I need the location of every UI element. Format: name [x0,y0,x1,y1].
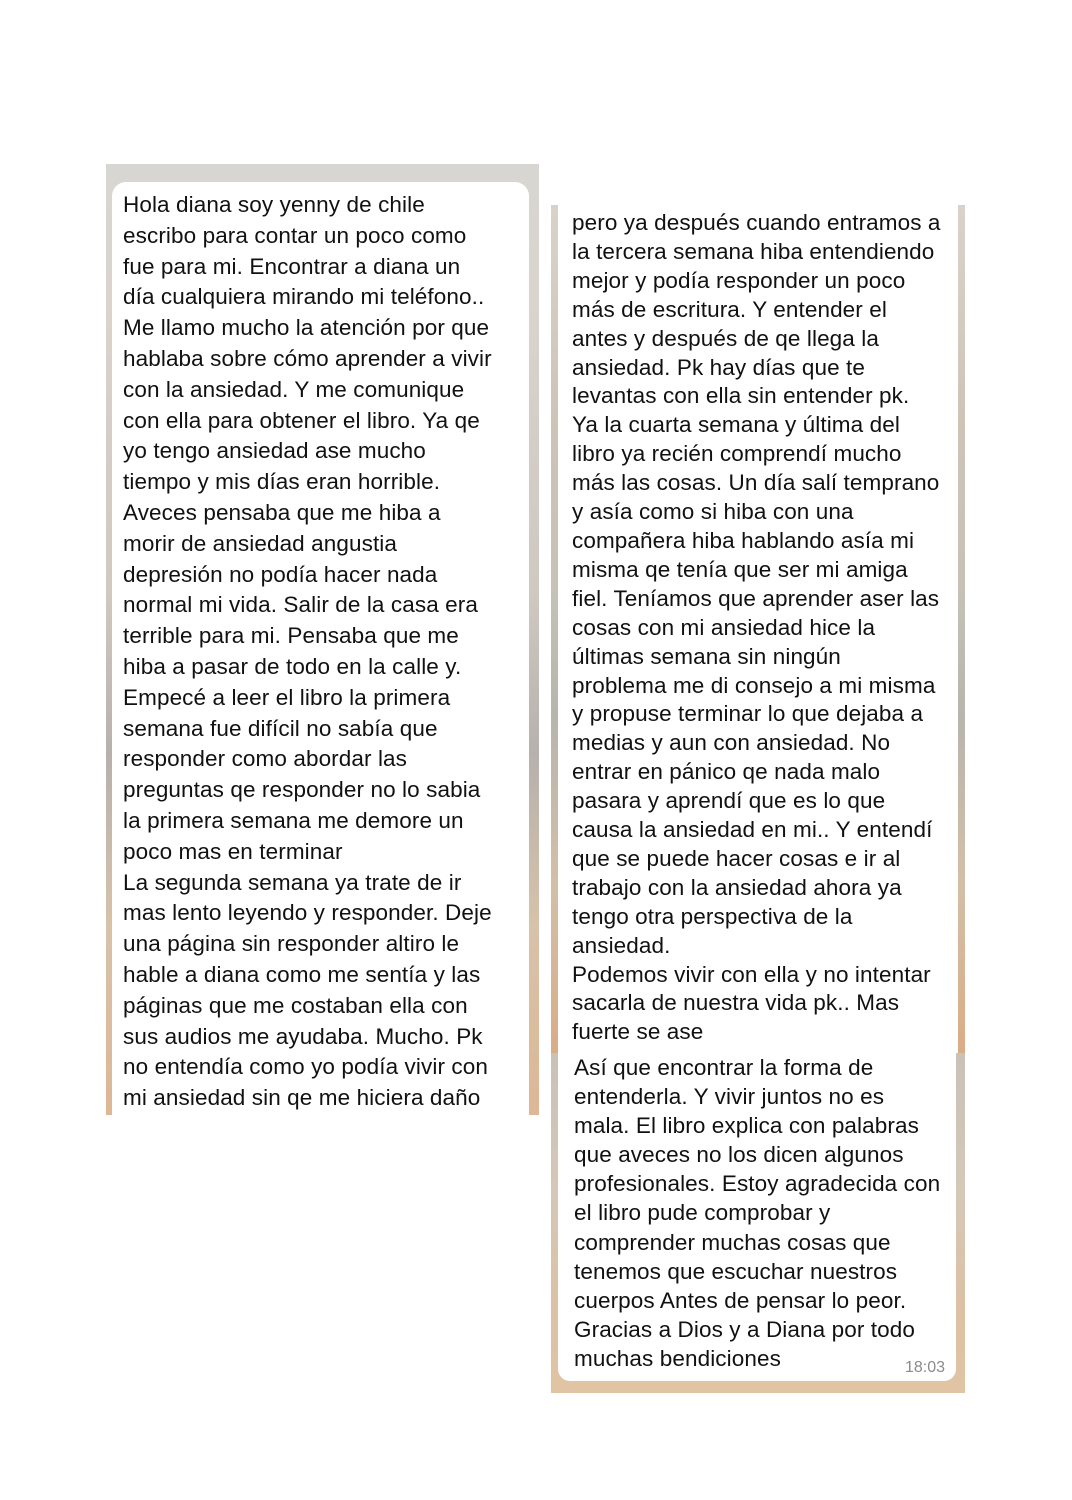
message-timestamp: 18:03 [904,1359,945,1376]
screenshot-strip-2 [551,205,965,1053]
screenshot-strip-3 [551,1053,965,1393]
screenshot-strip-1 [106,164,539,1115]
message-text: Así que encontrar la forma de entenderla. Y vivir juntos no es mala. El libro explica con palabras que aveces no los dicen algunos profesionales. Estoy agradecida con el libro pude comprobar y comprender muchas cosas que tenemos que escuchar nuestros cuerpos Antes de pensar lo peor. Gracias a Dios y a Diana por todo muchas bendiciones [574,1055,941,1371]
message-text: Hola diana soy yenny de chile escribo para contar un poco como fue para mi. Encontrar a diana un día cualquiera mirando mi teléfono.. Me llamo mucho la atención por que hablaba sobre cómo aprender a vivir con la ansiedad. Y me comunique con ella para obtener el libro. Ya qe yo tengo ansiedad ase mucho tiempo y mis días eran horrible. Aveces pensaba que me hiba a morir de ansiedad angustia depresión no podía hacer nada normal mi vida. Salir de la casa era terrible para mi. Pensaba que me hiba a pasar de todo en la calle y. Empecé a leer el libro la primera semana fue difícil no sabía que responder como abordar las preguntas qe responder no lo sabia la primera semana me demore un poco mas en terminar La segunda semana ya trate de ir mas lento leyendo y responder. Deje una página sin responder altiro le hable a diana como me sentía y las páginas que me costaban ella con sus audios me ayudaba. Mucho. Pk no entendía como yo podía vivir con mi ansiedad sin qe me hiciera daño [123,192,492,1111]
message-text: pero ya después cuando entramos a la tercera semana hiba entendiendo mejor y podía responder un poco más de escritura. Y entender el antes y después de qe llega la ansiedad. Pk hay días que te levantas con ella sin entender pk. Ya la cuarta semana y última del libro ya recién comprendí mucho más las cosas. Un día salí temprano y asía como si hiba con una compañera hiba hablando asía mi misma qe tenía que ser mi amiga fiel. Teníamos que aprender aser las cosas con mi ansiedad hice la últimas semana sin ningún problema me di consejo a mi misma y propuse terminar lo que dejaba a medias y aun con ansiedad. No entrar en pánico qe nada malo pasara y aprendí que es lo que causa la ansiedad en mi.. Y entendí que se puede hacer cosas e ir al trabajo con la ansiedad ahora ya tengo otra perspectiva de la ansiedad. Podemos vivir con ella y no intentar sacarla de nuestra vida pk.. Mas fuerte se ase [572,210,941,1045]
